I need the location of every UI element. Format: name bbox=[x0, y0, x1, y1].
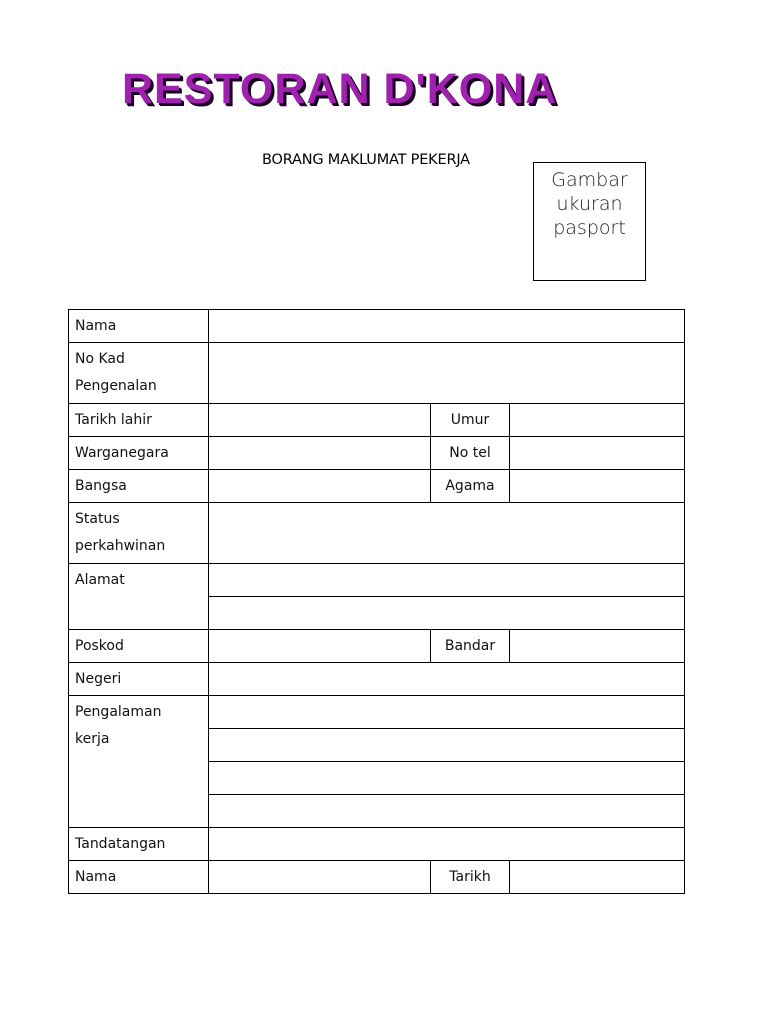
field-nama-2[interactable] bbox=[209, 861, 431, 894]
row-poskod bbox=[69, 630, 685, 663]
row-tarikh-lahir bbox=[69, 404, 685, 437]
field-negeri[interactable] bbox=[209, 663, 685, 696]
row-negeri bbox=[69, 663, 685, 696]
label-agama: Agama bbox=[431, 470, 510, 503]
photo-label-line-1: Gambar bbox=[551, 169, 628, 191]
label-pengalaman bbox=[69, 696, 209, 828]
row-status bbox=[69, 503, 685, 564]
field-bangsa[interactable] bbox=[209, 470, 431, 503]
label-nama: Nama bbox=[69, 310, 209, 343]
field-tarikh-lahir[interactable] bbox=[209, 404, 431, 437]
label-tandatangan: Tandatangan bbox=[69, 828, 209, 861]
row-pengalaman-1 bbox=[69, 696, 685, 729]
field-pengalaman-line-4[interactable] bbox=[209, 795, 685, 828]
row-alamat-1 bbox=[69, 564, 685, 597]
field-no-tel[interactable] bbox=[510, 437, 685, 470]
photo-label-line-2: ukuran bbox=[556, 193, 623, 215]
label-status bbox=[69, 503, 209, 564]
label-no-tel: No tel bbox=[431, 437, 510, 470]
label-no-kad bbox=[69, 343, 209, 404]
field-umur[interactable] bbox=[510, 404, 685, 437]
field-agama[interactable] bbox=[510, 470, 685, 503]
field-bandar[interactable] bbox=[510, 630, 685, 663]
row-bangsa bbox=[69, 470, 685, 503]
field-alamat-line-1[interactable] bbox=[209, 564, 685, 597]
field-pengalaman-line-2[interactable] bbox=[209, 729, 685, 762]
row-nama-tarikh bbox=[69, 861, 685, 894]
photo-label-line-3: pasport bbox=[553, 217, 626, 239]
label-poskod: Poskod bbox=[69, 630, 209, 663]
passport-photo-box[interactable] bbox=[533, 162, 646, 281]
field-alamat-line-2[interactable] bbox=[209, 597, 685, 630]
row-nama bbox=[69, 310, 685, 343]
restaurant-title: RESTORAN D'KONA bbox=[122, 65, 558, 113]
field-warganegara[interactable] bbox=[209, 437, 431, 470]
employee-info-form bbox=[68, 309, 685, 894]
label-tarikh: Tarikh bbox=[431, 861, 510, 894]
label-nama-2: Nama bbox=[69, 861, 209, 894]
field-nama[interactable] bbox=[209, 310, 685, 343]
field-tarikh[interactable] bbox=[510, 861, 685, 894]
field-pengalaman-line-1[interactable] bbox=[209, 696, 685, 729]
field-pengalaman-line-3[interactable] bbox=[209, 762, 685, 795]
row-no-kad bbox=[69, 343, 685, 404]
label-pengalaman-line-2: kerja bbox=[75, 731, 110, 747]
field-no-kad[interactable] bbox=[209, 343, 685, 404]
form-title: BORANG MAKLUMAT PEKERJA bbox=[262, 152, 470, 168]
row-tandatangan bbox=[69, 828, 685, 861]
label-status-line-1: Status bbox=[75, 511, 120, 527]
label-warganegara: Warganegara bbox=[69, 437, 209, 470]
label-pengalaman-line-1: Pengalaman bbox=[75, 704, 162, 720]
field-status[interactable] bbox=[209, 503, 685, 564]
label-no-kad-line-1: No Kad bbox=[75, 351, 125, 367]
label-tarikh-lahir: Tarikh lahir bbox=[69, 404, 209, 437]
label-no-kad-line-2: Pengenalan bbox=[75, 378, 157, 394]
label-alamat: Alamat bbox=[69, 564, 209, 630]
field-tandatangan[interactable] bbox=[209, 828, 685, 861]
label-status-line-2: perkahwinan bbox=[75, 538, 166, 554]
label-umur: Umur bbox=[431, 404, 510, 437]
label-bangsa: Bangsa bbox=[69, 470, 209, 503]
label-negeri: Negeri bbox=[69, 663, 209, 696]
row-warganegara bbox=[69, 437, 685, 470]
field-poskod[interactable] bbox=[209, 630, 431, 663]
label-bandar: Bandar bbox=[431, 630, 510, 663]
